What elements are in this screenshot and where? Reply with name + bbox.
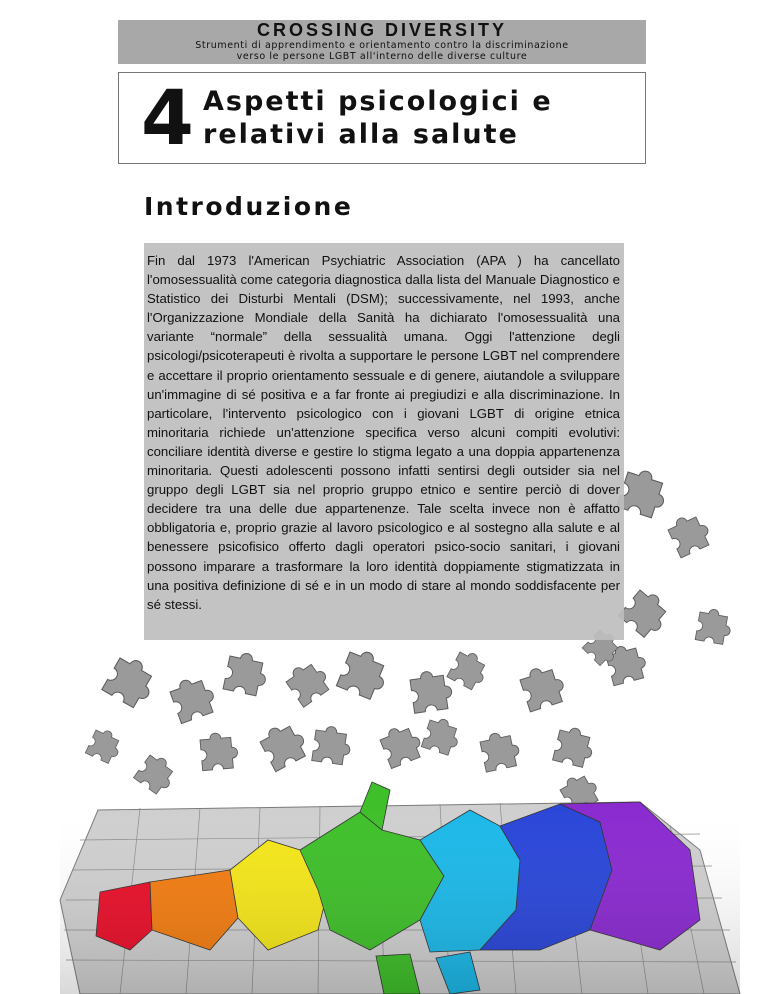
header-subtitle-line1: Strumenti di apprendimento e orientamento contro la discriminazione bbox=[195, 40, 569, 51]
introduction-paragraph: Fin dal 1973 l'American Psychiatric Association (APA ) ha cancellato l'omosessualità come categoria diagnostica dalla lista del Manuale Diagnostico e Statistico dei Disturbi Mentali (DSM); successivamente, nel 1993, anche l'Organizzazione Mondiale della Sanità ha dichiarato l'omosessualità una variante “normale” della sessualità umana. Oggi l'attenzione degli psicologi/psicoterapeuti è rivolta a supportare le persone LGBT nel comprendere e accettare il proprio orientamento sessuale e di genere, aiutandole a sviluppare un'immagine di sé positiva e a far fronte ai pregiudizi e alla discriminazione. In particolare, l'intervento psicologico con i giovani LGBT di origine etnica minoritaria richiede un'attenzione specifica verso alcuni compiti evolutivi: conciliare identità diverse e gestire lo stigma legato a una doppia appartenenza minoritaria. Questi adolescenti possono infatti sentirsi degli outsider sia nel gruppo degli LGBT sia nel proprio gruppo etnico e sentire perciò di dover decidere tra una delle due appartenenze. Tale scelta invece non è affatto obbligatoria e, proprio grazie al lavoro psicologico e al sostegno alla salute e al benessere psicofisico offerto dagli operatori psico-socio sanitari, i giovani possono imparare a trasformare la loro identità doppiamente stigmatizzata in una positiva definizione di sé e in un modo di stare al mondo soddisfacente per sé stessi. bbox=[147, 253, 620, 612]
chapter-number: 4 bbox=[141, 73, 194, 162]
header-subtitle-line2: verso le persone LGBT all'interno delle diverse culture bbox=[236, 51, 528, 62]
chapter-title-line1: Aspetti psicologici e bbox=[203, 86, 553, 117]
chapter-title-line2: relativi alla salute bbox=[203, 119, 519, 150]
chapter-title bbox=[203, 85, 623, 151]
chapter-title-box bbox=[118, 72, 646, 164]
introduction-text-box bbox=[144, 243, 624, 640]
header-banner bbox=[118, 20, 646, 64]
section-heading: Introduzione bbox=[144, 192, 354, 221]
header-title: CROSSING DIVERSITY bbox=[256, 20, 508, 40]
board-shadow bbox=[60, 802, 740, 994]
